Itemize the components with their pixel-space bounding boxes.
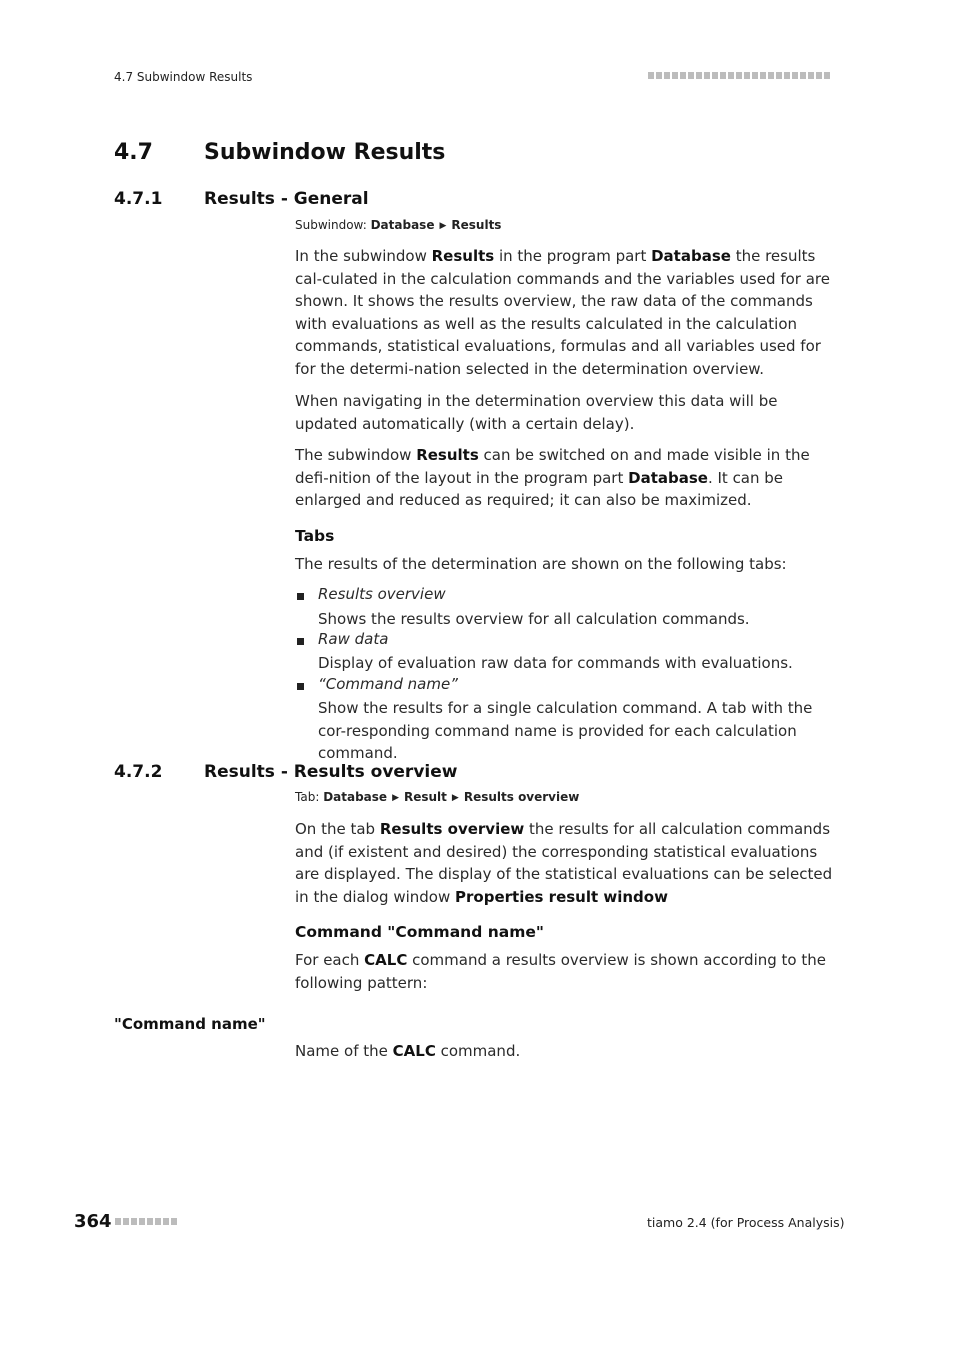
running-header: 4.7 Subwindow Results <box>114 70 253 84</box>
command-heading: Command "Command name" <box>295 923 544 941</box>
bullet-icon <box>297 683 304 690</box>
triangle-right-icon: ▶ <box>392 793 399 803</box>
tab-item-desc: Shows the results overview for all calculation commands. <box>318 610 750 628</box>
bullet-icon <box>297 638 304 645</box>
triangle-right-icon: ▶ <box>439 221 447 231</box>
tabs-intro: The results of the determination are shown on the following tabs: <box>295 555 787 573</box>
paragraph-subwindow: The subwindow Results can be switched on and made visible in the defi-nition of the layout in the program part Database. It can be enlarged and reduced as required; it can also be maximized. <box>295 446 810 509</box>
section-title: Subwindow Results <box>204 140 446 165</box>
triangle-right-icon: ▶ <box>451 793 459 803</box>
tab-item-desc: Display of evaluation raw data for commands with evaluations. <box>318 654 793 672</box>
tab-item-title: Raw data <box>318 630 389 648</box>
paragraph-navigation: When navigating in the determination overview this data will be updated automatically (with a certain delay). <box>295 392 778 433</box>
definition-description: Name of the CALC command. <box>295 1042 521 1060</box>
paragraph-calc-pattern: For each CALC command a results overview is shown according to the following pattern: <box>295 951 826 992</box>
subsection-heading-results-overview: 4.7.2 Results - Results overview <box>114 762 458 782</box>
paragraph-general-intro: In the subwindow Results in the program part Database the results cal-culated in the calculation commands and the variables used for are shown. It shows the results overview, the raw data of the commands with evaluations as well as the results calculated in the calculation commands, statistical evaluations, formulas and all variables used for for the determi-nation selected in the determination overview. <box>295 247 830 378</box>
definition-term: "Command name" <box>114 1015 266 1033</box>
tab-item-title: Results overview <box>318 585 446 603</box>
breadcrumb-results-overview: Tab: Database ▶ Result ▶ Results overview <box>295 790 580 804</box>
section-number: 4.7 <box>114 140 153 165</box>
tabs-heading: Tabs <box>295 527 335 545</box>
product-name: tiamo 2.4 (for Process Analysis) <box>647 1215 845 1230</box>
bullet-icon <box>297 593 304 600</box>
subsection-heading-general: 4.7.1 Results - General <box>114 189 369 209</box>
tab-item-desc: Show the results for a single calculation command. A tab with the cor-responding command name is provided for each calculation command. <box>318 699 813 762</box>
header-decoration <box>648 72 830 79</box>
breadcrumb-general: Subwindow: Database ▶ Results <box>295 218 502 232</box>
tab-item-title: “Command name” <box>318 675 458 693</box>
footer-decoration <box>115 1218 177 1225</box>
section-heading <box>114 140 445 165</box>
page-number: 364 <box>74 1211 112 1232</box>
paragraph-results-overview: On the tab Results overview the results for all calculation commands and (if existent and desired) the corresponding statistical evaluations are displayed. The display of the statistical evaluations can be selected in the dialog window Properties result window <box>295 820 833 906</box>
